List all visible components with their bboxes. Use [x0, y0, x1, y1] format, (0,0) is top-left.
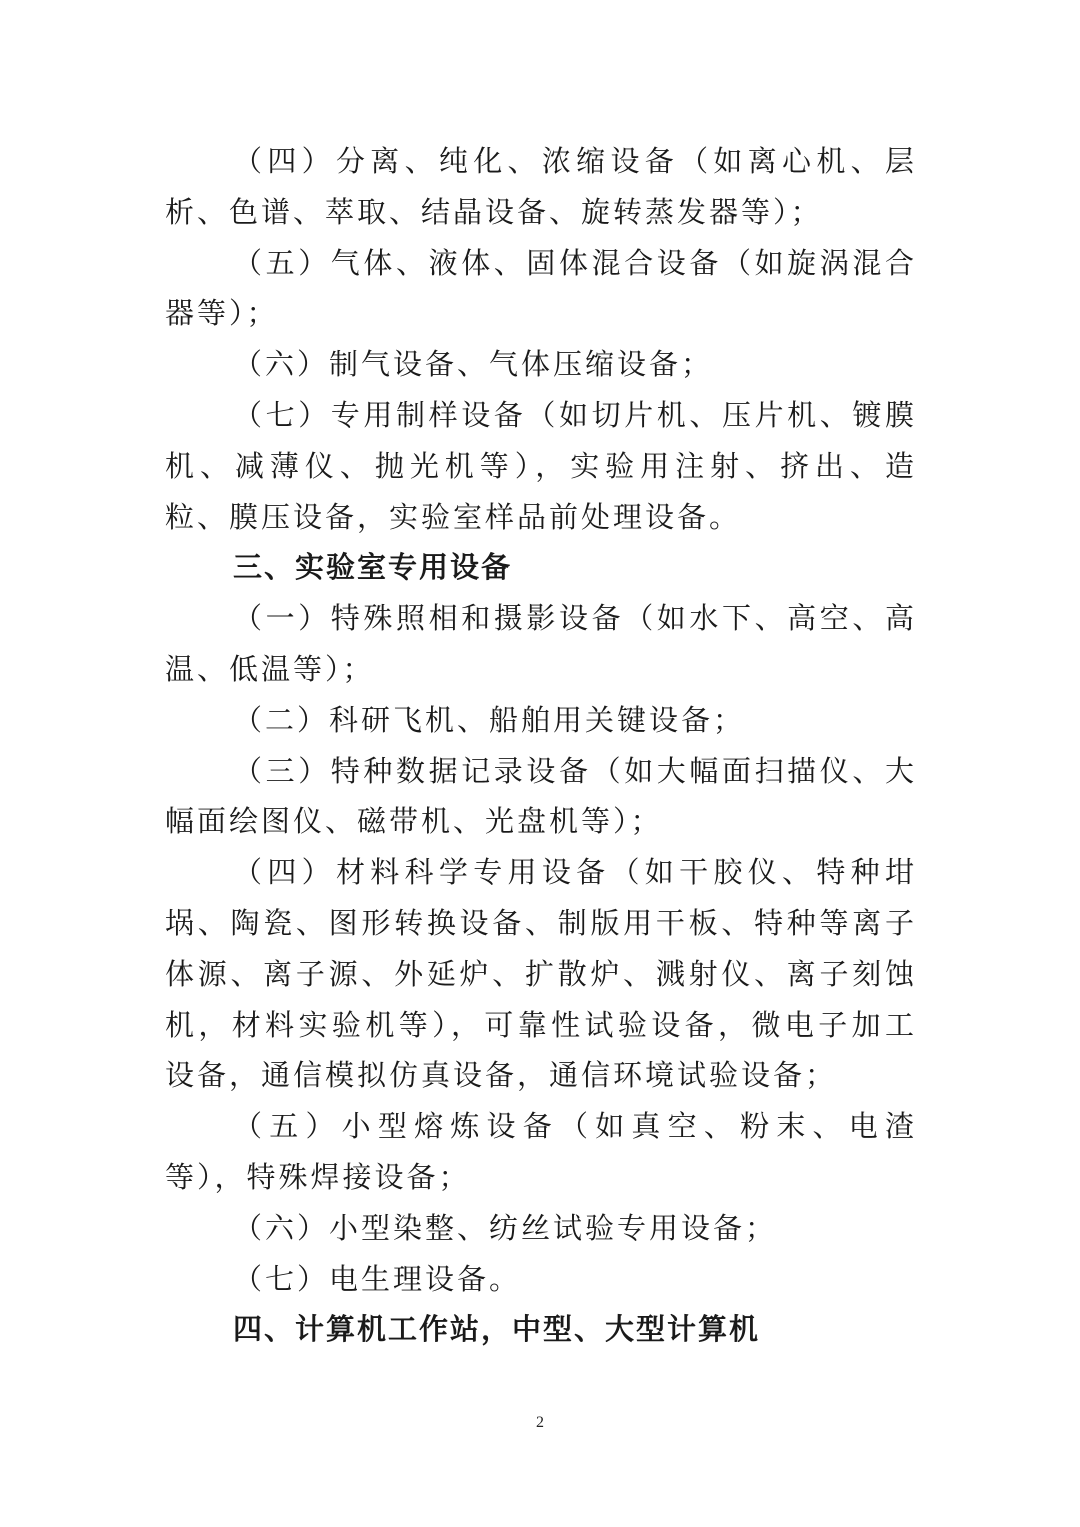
item-6-textile-equipment: （六）小型染整、纺丝试验专用设备；: [233, 1210, 778, 1245]
item-1-photography-equipment: （一）特殊照相和摄影设备（如水下、高空、高温、低温等）；: [165, 601, 917, 686]
section-heading-3: 三、实验室专用设备: [233, 550, 513, 585]
item-2-aircraft-ship-equipment: （二）科研飞机、船舶用关键设备；: [233, 702, 746, 737]
document-body: [165, 136, 917, 1355]
item-7-electrophysiology-equipment: （七）电生理设备。: [233, 1261, 522, 1296]
item-4-materials-science-equipment: （四）材料科学专用设备（如干胶仪、特种坩埚、陶瓷、图形转换设备、制版用干板、特种等离子体源、离子源、外延炉、扩散炉、溅射仪、离子刻蚀机，材料实验机等），可靠性试验设备，微电子加工设备，通信模拟仿真设备，通信环境试验设备；: [165, 855, 917, 1093]
item-3-data-recording-equipment: （三）特种数据记录设备（如大幅面扫描仪、大幅面绘图仪、磁带机、光盘机等）；: [165, 753, 917, 839]
page-number: 2: [536, 1414, 544, 1431]
item-7-sample-prep-equipment: （七）专用制样设备（如切片机、压片机、镀膜机、减薄仪、抛光机等），实验用注射、挤出、造粒、膜压设备，实验室样品前处理设备。: [165, 397, 917, 534]
item-4-separation-equipment: （四）分离、纯化、浓缩设备（如离心机、层析、色谱、萃取、结晶设备、旋转蒸发器等）；: [165, 144, 917, 229]
item-6-gas-equipment: （六）制气设备、气体压缩设备；: [233, 347, 714, 382]
section-heading-4: 四、计算机工作站，中型、大型计算机: [233, 1312, 761, 1347]
item-5-mixing-equipment: （五）气体、液体、固体混合设备（如旋涡混合器等）；: [165, 245, 917, 331]
item-5-smelting-equipment: （五）小型熔炼设备（如真空、粉末、电渣等），特殊焊接设备；: [165, 1109, 917, 1194]
